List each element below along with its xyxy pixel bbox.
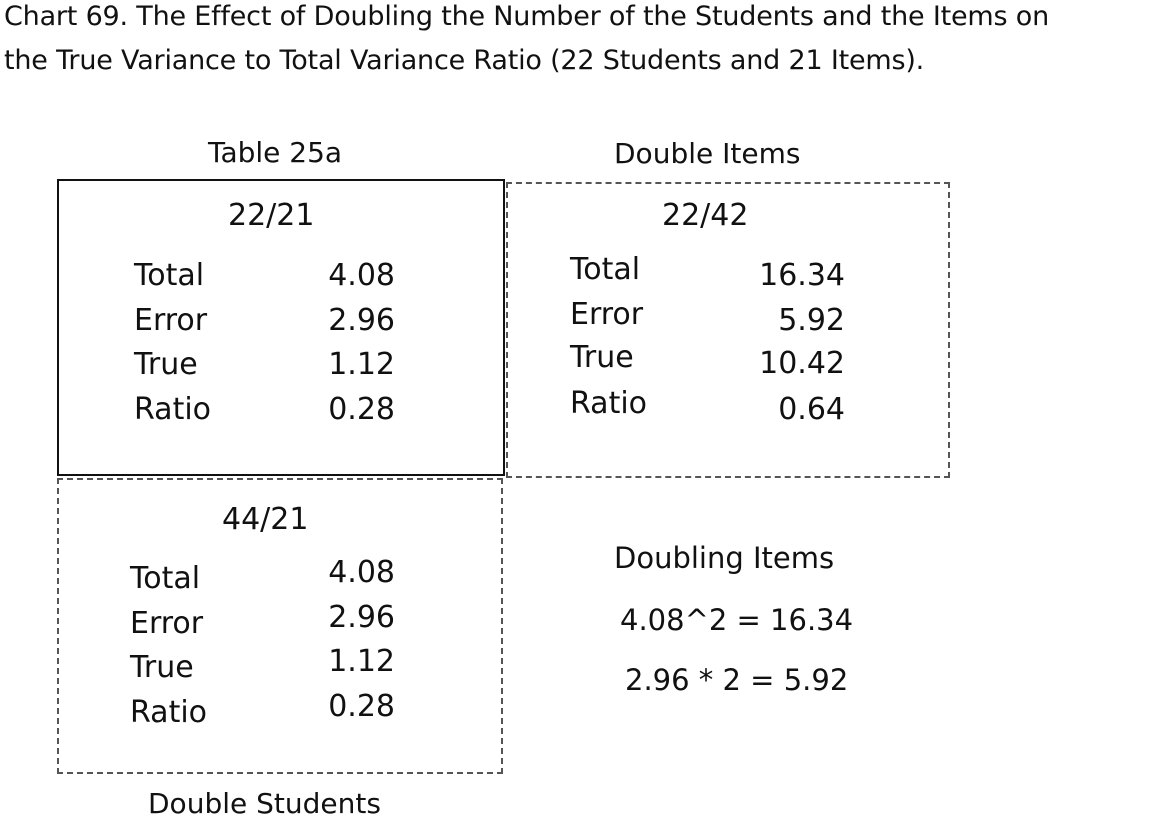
students-error-label: Error — [130, 606, 204, 641]
doubling-equation-1: 4.08^2 = 16.34 — [620, 603, 854, 637]
original-error-value: 2.96 — [328, 303, 395, 338]
original-true-label: True — [134, 347, 198, 382]
students-heading: 44/21 — [222, 502, 309, 537]
students-ratio-label: Ratio — [130, 695, 208, 730]
title-line-2: the True Variance to Total Variance Ratio (22 Students and 21 Items). — [4, 45, 925, 76]
title-line-1: Chart 69. The Effect of Doubling the Number of the Students and the Items on — [4, 1, 1049, 32]
double-students-label: Double Students — [148, 787, 381, 820]
original-error-label: Error — [134, 303, 208, 338]
original-total-value: 4.08 — [328, 258, 395, 293]
doubling-equation-2: 2.96 * 2 = 5.92 — [625, 663, 849, 697]
students-error-value: 2.96 — [328, 600, 395, 635]
original-true-value: 1.12 — [328, 347, 395, 382]
students-true-label: True — [130, 650, 194, 685]
doubling-items-heading: Doubling Items — [614, 541, 835, 575]
students-true-value: 1.12 — [328, 644, 395, 679]
items-ratio-value: 0.64 — [778, 392, 845, 427]
double-items-label: Double Items — [614, 137, 801, 170]
items-total-label: Total — [570, 252, 641, 287]
items-true-value: 10.42 — [759, 346, 845, 381]
original-ratio-label: Ratio — [134, 392, 212, 427]
items-error-value: 5.92 — [778, 303, 845, 338]
table-label: Table 25a — [208, 136, 343, 169]
items-total-value: 16.34 — [759, 258, 845, 293]
items-error-label: Error — [570, 297, 644, 332]
students-ratio-value: 0.28 — [328, 689, 395, 724]
items-ratio-label: Ratio — [570, 386, 648, 421]
items-true-label: True — [570, 340, 634, 375]
students-total-value: 4.08 — [328, 555, 395, 590]
original-heading: 22/21 — [228, 198, 315, 233]
original-total-label: Total — [134, 258, 205, 293]
students-total-label: Total — [130, 561, 201, 596]
items-heading: 22/42 — [662, 198, 749, 233]
original-ratio-value: 0.28 — [328, 392, 395, 427]
